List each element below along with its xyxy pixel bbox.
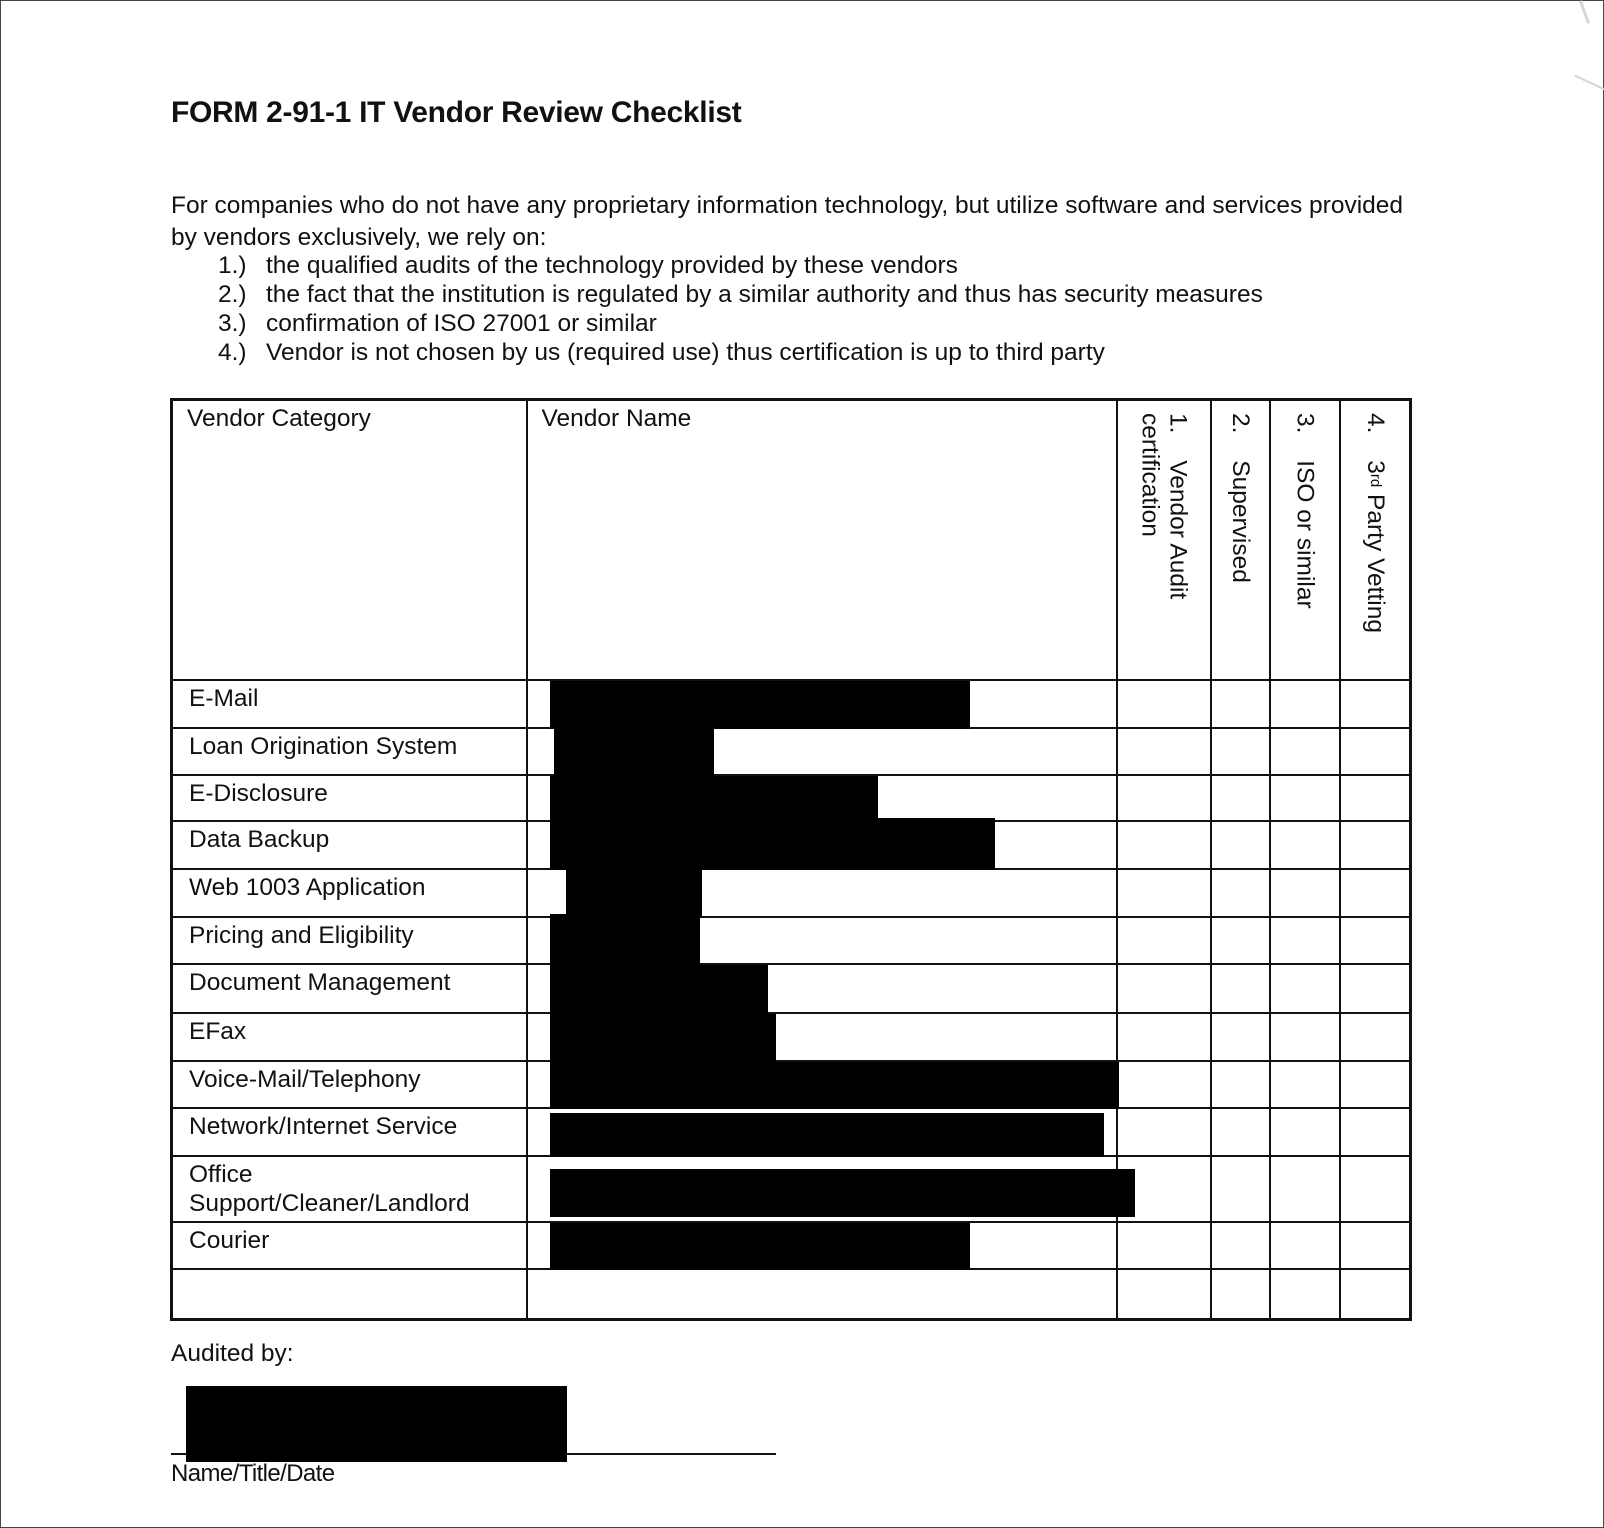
vendor-checklist-table xyxy=(170,398,1412,1321)
header-vendor-name: Vendor Name xyxy=(527,400,1117,681)
redaction-bar xyxy=(550,818,995,870)
redaction-bar xyxy=(550,965,768,1014)
vendor-category: Office Support/Cleaner/Landlord xyxy=(172,1156,527,1222)
reason-item: 4.) Vendor is not chosen by us (required use) thus certification is up to third party xyxy=(218,339,1105,366)
check-cell xyxy=(1211,1061,1270,1108)
check-cell xyxy=(1211,728,1270,775)
vendor-category: Pricing and Eligibility xyxy=(172,917,527,964)
check-cell xyxy=(1270,775,1340,821)
header-iso: 3. ISO or similar xyxy=(1270,400,1340,681)
form-title: FORM 2-91-1 IT Vendor Review Checklist xyxy=(171,96,742,129)
vendor-category: Network/Internet Service xyxy=(172,1108,527,1156)
check-cell xyxy=(1211,917,1270,964)
reason-list xyxy=(218,251,1263,367)
check-cell xyxy=(1211,964,1270,1013)
check-cell xyxy=(1340,1222,1411,1269)
table-row xyxy=(172,821,1411,869)
signature-redaction xyxy=(186,1386,567,1462)
vendor-name-cell xyxy=(527,1156,1117,1222)
check-cell xyxy=(1340,1269,1411,1319)
check-cell xyxy=(1340,1061,1411,1108)
check-cell xyxy=(1117,964,1211,1013)
audited-by-label: Audited by: xyxy=(171,1340,294,1367)
vendor-name-cell xyxy=(527,869,1117,917)
check-cell xyxy=(1211,680,1270,728)
redaction-bar xyxy=(550,914,700,965)
reason-item: 2.) the fact that the institution is regulated by a similar authority and thus has security measures xyxy=(218,281,1263,308)
check-cell xyxy=(1211,1269,1270,1319)
check-cell xyxy=(1270,1108,1340,1156)
check-cell xyxy=(1270,728,1340,775)
check-cell xyxy=(1340,917,1411,964)
table-row xyxy=(172,917,1411,964)
check-cell xyxy=(1340,1156,1411,1222)
table-row xyxy=(172,728,1411,775)
table-row xyxy=(172,1269,1411,1319)
check-cell xyxy=(1270,1013,1340,1061)
vendor-name-cell xyxy=(527,728,1117,775)
redaction-bar xyxy=(550,1223,970,1270)
redaction-bar xyxy=(550,1062,1119,1109)
check-cell xyxy=(1270,917,1340,964)
header-supervised: 2. Supervised xyxy=(1211,400,1270,681)
table-row xyxy=(172,1222,1411,1269)
check-cell xyxy=(1340,680,1411,728)
table-row xyxy=(172,775,1411,821)
check-cell xyxy=(1340,728,1411,775)
vendor-category: E-Disclosure xyxy=(172,775,527,821)
check-cell xyxy=(1270,1269,1340,1319)
check-cell xyxy=(1340,775,1411,821)
vendor-name-cell xyxy=(527,917,1117,964)
check-cell xyxy=(1211,1222,1270,1269)
check-cell xyxy=(1270,869,1340,917)
table-row xyxy=(172,1108,1411,1156)
check-cell xyxy=(1117,1269,1211,1319)
vendor-category: Document Management xyxy=(172,964,527,1013)
check-cell xyxy=(1117,680,1211,728)
vendor-name-cell xyxy=(527,1013,1117,1061)
header-vendor-audit: 1. Vendor Audit certification xyxy=(1117,400,1211,681)
check-cell xyxy=(1270,1156,1340,1222)
check-cell xyxy=(1340,821,1411,869)
redaction-bar xyxy=(566,870,702,918)
vendor-category: Voice-Mail/Telephony xyxy=(172,1061,527,1108)
check-cell xyxy=(1270,680,1340,728)
vendor-name-cell xyxy=(527,680,1117,728)
vendor-category: Data Backup xyxy=(172,821,527,869)
check-cell xyxy=(1340,964,1411,1013)
table-row xyxy=(172,1156,1411,1222)
check-cell xyxy=(1211,775,1270,821)
check-cell xyxy=(1270,964,1340,1013)
vendor-name-cell xyxy=(527,1222,1117,1269)
vendor-name-cell xyxy=(527,964,1117,1013)
check-cell xyxy=(1270,821,1340,869)
table-row xyxy=(172,964,1411,1013)
check-cell xyxy=(1117,1108,1211,1156)
vendor-name-cell xyxy=(527,1061,1117,1108)
check-cell xyxy=(1340,1108,1411,1156)
redaction-bar xyxy=(550,681,970,729)
vendor-category: Web 1003 Application xyxy=(172,869,527,917)
check-cell xyxy=(1270,1222,1340,1269)
check-cell xyxy=(1211,821,1270,869)
check-cell xyxy=(1211,1108,1270,1156)
header-third-party: 4. 3rd Party Vetting xyxy=(1340,400,1411,681)
table-header-row xyxy=(172,400,1411,681)
check-cell xyxy=(1270,1061,1340,1108)
redaction-bar xyxy=(550,776,878,822)
table-row xyxy=(172,869,1411,917)
check-cell xyxy=(1117,869,1211,917)
check-cell xyxy=(1117,775,1211,821)
vendor-category: Courier xyxy=(172,1222,527,1269)
reason-item: 1.) the qualified audits of the technology provided by these vendors xyxy=(218,252,958,279)
signature-label: Name/Title/Date xyxy=(171,1460,335,1487)
check-cell xyxy=(1117,1013,1211,1061)
check-cell xyxy=(1117,728,1211,775)
check-cell xyxy=(1340,1013,1411,1061)
check-cell xyxy=(1211,869,1270,917)
check-cell xyxy=(1117,1061,1211,1108)
vendor-category: Loan Origination System xyxy=(172,728,527,775)
redaction-bar xyxy=(550,1113,1104,1157)
vendor-category: E-Mail xyxy=(172,680,527,728)
table-row xyxy=(172,680,1411,728)
vendor-name-cell xyxy=(527,1269,1117,1319)
vendor-name-cell xyxy=(527,775,1117,821)
check-cell xyxy=(1340,869,1411,917)
vendor-name-cell xyxy=(527,1108,1117,1156)
intro-paragraph: For companies who do not have any proprietary information technology, but utilize software and services provided by vendors exclusively, we rely on: xyxy=(171,192,1404,251)
reason-item: 3.) confirmation of ISO 27001 or similar xyxy=(218,310,657,337)
vendor-category: EFax xyxy=(172,1013,527,1061)
check-cell xyxy=(1117,821,1211,869)
check-cell xyxy=(1211,1156,1270,1222)
check-cell xyxy=(1211,1013,1270,1061)
table-row xyxy=(172,1061,1411,1108)
redaction-bar xyxy=(550,1014,776,1062)
check-cell xyxy=(1117,917,1211,964)
vendor-category xyxy=(172,1269,527,1319)
check-cell xyxy=(1117,1222,1211,1269)
vendor-name-cell xyxy=(527,821,1117,869)
table-row xyxy=(172,1013,1411,1061)
header-vendor-category: Vendor Category xyxy=(172,400,527,681)
redaction-bar xyxy=(550,1169,1135,1217)
redaction-bar xyxy=(554,729,714,776)
